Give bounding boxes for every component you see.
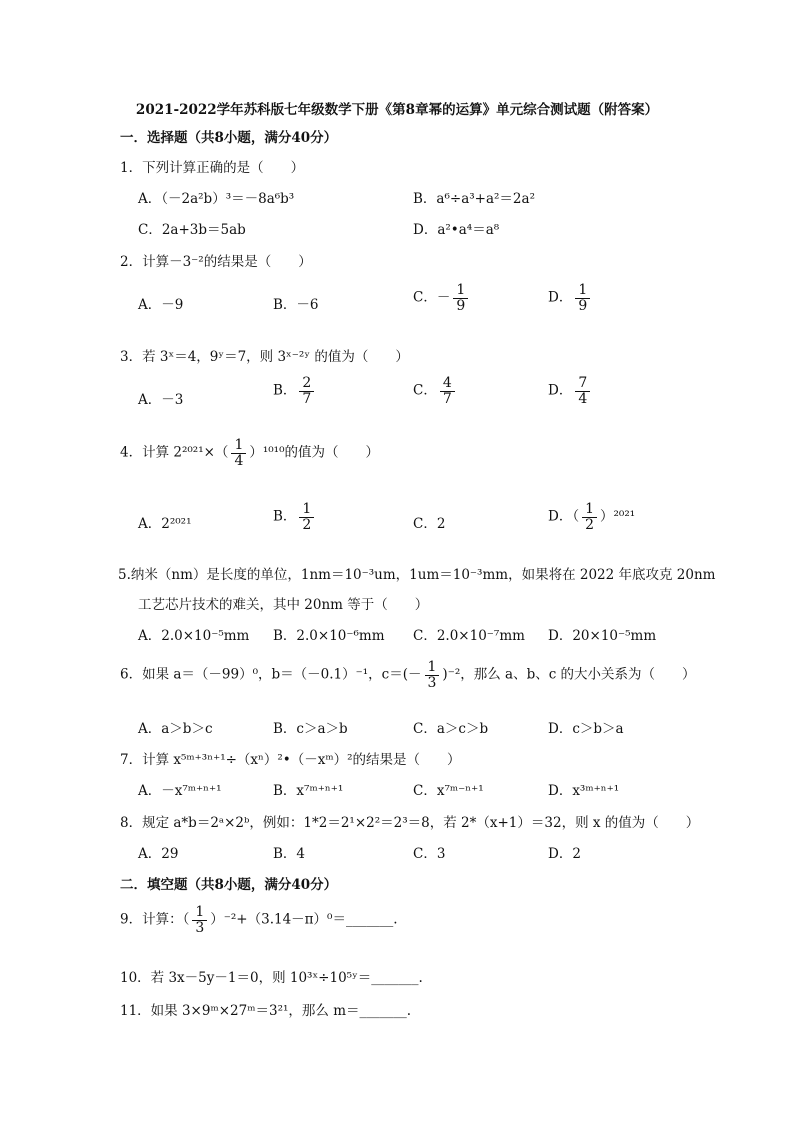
q5-option-d: D．20×10⁻⁵mm <box>548 628 657 644</box>
q5-option-a: A．2.0×10⁻⁵mm <box>138 628 250 644</box>
q4-stem-fraction <box>231 438 246 468</box>
q4-option-d-numerator: 1 <box>585 501 594 517</box>
q4-option-d-denominator: 2 <box>582 517 597 533</box>
q6-option-c: C．a＞c＞b <box>413 721 489 737</box>
q3-option-d-numerator: 7 <box>578 375 588 391</box>
q4-stem-denominator: 4 <box>231 453 246 469</box>
q2-option-c-numerator: 1 <box>456 282 466 298</box>
q2-option-c <box>413 283 471 313</box>
question-8-stem: 8．规定 a*b＝2ᵃ×2ᵇ，例如：1*2＝2¹×2²＝2³＝8，若 2*（x+1）＝32，则 x 的值为（ ） <box>120 815 700 831</box>
q2-option-a: A．－9 <box>138 297 184 313</box>
q9-stem-fraction <box>192 905 207 935</box>
q2-option-d <box>548 283 593 313</box>
question-2-options <box>138 283 698 323</box>
q4-stem-suffix: ）¹⁰¹⁰的值为（ ） <box>249 444 380 461</box>
q4-option-c: C．2 <box>413 516 446 532</box>
q3-option-b <box>273 376 317 406</box>
q2-option-c-fraction <box>453 283 468 313</box>
question-4-options <box>138 502 698 542</box>
q3-option-d-fraction <box>575 376 590 406</box>
q4-stem-numerator: 1 <box>234 437 244 453</box>
q8-option-c: C．3 <box>413 846 446 862</box>
q3-option-d <box>548 376 593 406</box>
q6-stem-numerator: 1 <box>427 659 437 675</box>
q3-option-c-numerator: 4 <box>442 375 452 391</box>
question-3-stem: 3．若 3ˣ＝4，9ʸ＝7，则 3ˣ⁻²ʸ 的值为（ ） <box>120 349 409 365</box>
q3-option-a: A．－3 <box>138 392 184 408</box>
q3-option-b-numerator: 2 <box>302 375 312 391</box>
q7-option-a: A．－x⁷ᵐ⁺ⁿ⁺¹ <box>138 783 222 799</box>
q6-option-b: B．c＞a＞b <box>273 721 348 737</box>
question-5-options <box>138 624 698 664</box>
q2-option-d-fraction <box>575 283 590 313</box>
q3-option-b-denominator: 7 <box>299 391 314 407</box>
q3-option-c-denominator: 7 <box>440 391 455 407</box>
question-2-stem: 2．计算－3⁻²的结果是（ ） <box>120 254 312 270</box>
q4-option-b-fraction <box>299 502 314 532</box>
question-1-stem: 1．下列计算正确的是（ ） <box>120 160 305 176</box>
q9-stem-suffix: ）⁻²+（3.14－π）⁰＝_______. <box>210 911 398 928</box>
q6-option-d: D．c＞b＞a <box>548 721 624 737</box>
q4-option-d-fraction <box>582 502 597 532</box>
q6-stem-denominator: 3 <box>425 675 440 691</box>
q4-option-a: A．2²⁰²¹ <box>138 516 192 532</box>
q3-option-b-fraction <box>299 376 314 406</box>
q5-option-c: C．2.0×10⁻⁷mm <box>413 628 525 644</box>
question-5-stem-line1: 5.纳米（nm）是长度的单位，1nm＝10⁻³um，1um＝10⁻³mm，如果将在 2022 年底攻克 20nm <box>118 567 716 583</box>
q4-option-b <box>273 502 317 532</box>
exam-title: 2021-2022学年苏科版七年级数学下册《第8章幂的运算》单元综合测试题（附答案） <box>135 102 659 118</box>
q7-option-b: B．x⁷ᵐ⁺ⁿ⁺¹ <box>273 783 344 799</box>
question-9-stem <box>120 905 398 935</box>
q8-option-d: D．2 <box>548 846 581 862</box>
q2-option-b: B．－6 <box>273 297 319 313</box>
section-fill-in: 二．填空题（共8小题，满分40分） <box>120 877 338 893</box>
q4-stem-prefix: 4．计算 2²⁰²¹×（ <box>120 444 229 461</box>
q2-option-d-denominator: 9 <box>575 298 590 314</box>
q6-stem-suffix: )⁻²，那么 a、b、c 的大小关系为（ ） <box>442 666 696 683</box>
question-10-stem: 10．若 3x－5y－1＝0，则 10³ˣ÷10⁵ʸ＝_______. <box>120 970 423 986</box>
q2-option-d-label: D． <box>548 289 573 306</box>
q6-option-a: A．a＞b＞c <box>138 721 213 737</box>
q3-option-d-denominator: 4 <box>575 391 590 407</box>
q3-option-b-label: B． <box>273 382 297 399</box>
question-5-stem-line2: 工艺芯片技术的难关，其中 20nm 等于（ ） <box>138 597 429 613</box>
q2-option-c-label: C． <box>413 289 437 306</box>
q4-option-d-label: D．（ <box>548 508 580 525</box>
q6-stem-prefix: 6．如果 a＝（－99）⁰，b＝（－0.1）⁻¹，c＝(－ <box>120 666 422 683</box>
q9-stem-prefix: 9．计算：（ <box>120 911 190 928</box>
q3-option-c-label: C． <box>413 382 437 399</box>
q4-option-b-denominator: 2 <box>299 517 314 533</box>
q3-option-c-fraction <box>440 376 455 406</box>
q1-option-d: D．a²•a⁴＝a⁸ <box>413 222 500 238</box>
q1-option-a: A．（－2a²b）³＝－8a⁶b³ <box>138 191 295 207</box>
q1-option-b: B．a⁶÷a³+a²＝2a² <box>413 191 535 207</box>
question-3-options <box>138 376 698 416</box>
question-7-stem: 7．计算 x⁵ᵐ⁺³ⁿ⁺¹÷（xⁿ）²•（－xᵐ）²的结果是（ ） <box>120 752 461 768</box>
q7-option-d: D．x³ᵐ⁺ⁿ⁺¹ <box>548 783 620 799</box>
q7-option-c: C．x⁷ᵐ⁻ⁿ⁺¹ <box>413 783 484 799</box>
q3-option-d-label: D． <box>548 382 573 399</box>
q2-option-c-denominator: 9 <box>453 298 468 314</box>
q5-option-b: B．2.0×10⁻⁶mm <box>273 628 385 644</box>
q4-option-b-numerator: 1 <box>302 501 312 517</box>
question-6-stem <box>120 660 696 690</box>
q3-option-c <box>413 376 458 406</box>
question-4-stem <box>120 438 379 468</box>
q4-option-b-label: B． <box>273 508 297 525</box>
q1-option-c: C．2a+3b＝5ab <box>138 222 246 238</box>
q4-option-d <box>548 502 635 532</box>
q9-stem-denominator: 3 <box>192 920 207 936</box>
q6-stem-fraction <box>425 660 440 690</box>
q4-option-d-exponent: ）²⁰²¹ <box>600 508 636 525</box>
section-multiple-choice: 一．选择题（共8小题，满分40分） <box>120 130 338 146</box>
q8-option-b: B．4 <box>273 846 306 862</box>
q8-option-a: A．29 <box>138 846 179 862</box>
q9-stem-numerator: 1 <box>195 904 205 920</box>
question-11-stem: 11．如果 3×9ᵐ×27ᵐ＝3²¹，那么 m＝_______. <box>120 1003 412 1019</box>
q2-option-d-numerator: 1 <box>578 282 588 298</box>
q2-option-c-sign: － <box>436 289 451 306</box>
